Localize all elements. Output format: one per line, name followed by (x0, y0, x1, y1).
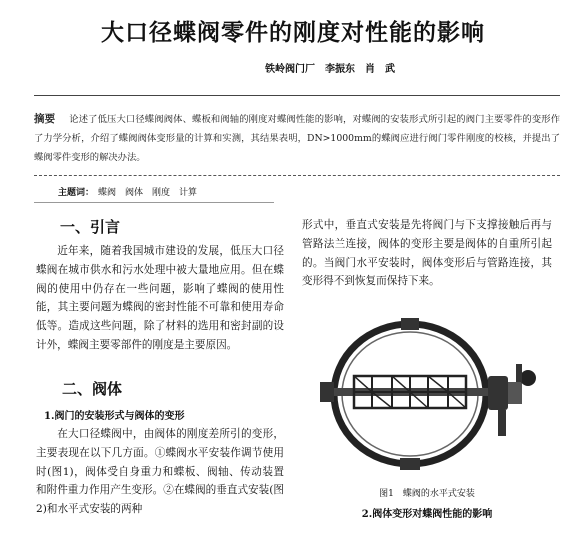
divider-bottom (34, 175, 560, 176)
abstract-text: 论述了低压大口径蝶阀阀体、蝶板和阀轴的刚度对蝶阀性能的影响，对蝶阀的安装形式所引起的阀门主要零件的变形作了力学分析，介绍了蝶阀阀体变形量的计算和实测，其结果表明，DN>1000mm的蝶阀应进行阀门零件刚度的校核，并提出了蝶阀零件变形的解决办法。 (34, 114, 560, 163)
subsection-heading-deformation-effect: 2.阀体变形对蝶阀性能的影响 (361, 509, 493, 520)
butterfly-valve-illustration (302, 318, 552, 470)
keywords-items: 蝶阀 阀体 刚度 计算 (98, 188, 198, 198)
authors: 铁岭阀门厂 李振东 肖 武 (265, 64, 395, 75)
keywords-label: 主题词： (58, 188, 95, 198)
keywords (58, 185, 478, 198)
figure-caption: 图1 蝶阀的水平式安装 (379, 489, 475, 499)
abstract-label: 摘要 (34, 113, 56, 125)
subsection-heading-installation: 1.阀门的安装形式与阀体的变形 (44, 411, 185, 422)
section-heading-intro: 一、引言 (60, 218, 121, 236)
right-column-paragraph: 形式中，垂直式安装是先将阀门与下支撑接触后再与管路法兰连接，阀体的变形主要是阀体的自重所引起的。当阀门水平安装时，阀体变形后与管路连接，其变形得不到恢复而保持下来。 (302, 219, 552, 288)
figure-butterfly-valve (302, 318, 552, 470)
keywords-divider (34, 202, 274, 203)
abstract (34, 110, 560, 167)
section-heading-valve-body: 二、阀体 (62, 380, 123, 398)
article-title: 大口径蝶阀零件的刚度对性能的影响 (101, 19, 485, 46)
intro-paragraph: 近年来，随着我国城市建设的发展，低压大口径蝶阀在城市供水和污水处理中被大量地应用。但在蝶阀的使用中仍存在一些问题，影响了蝶阀的使用性能，其主要问题为蝶阀的密封性能不可靠和使用寿命低等。造成这些问题，除了材料的选用和密封副的设计外，蝶阀主要零部件的刚度是主要原因。 (36, 245, 284, 351)
divider-top (34, 95, 560, 96)
valve-body-paragraph: 在大口径蝶阀中，由阀体的刚度差所引的变形，主要表现在以下几方面。①蝶阀水平安装作调节使用时(图1)，阀体受自身重力和蝶板、阀轴、传动装置和附件重力作用产生变形。②在蝶阀的垂直式安装(图2)和水平式安装的两种 (36, 428, 284, 516)
